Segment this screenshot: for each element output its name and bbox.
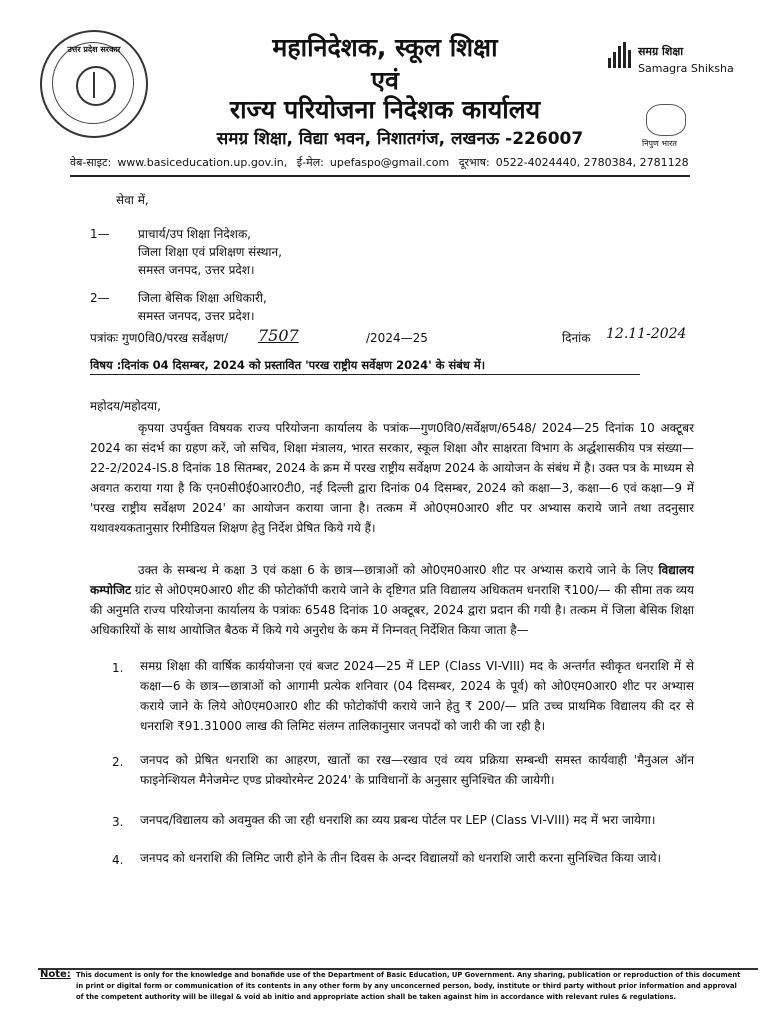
item-1 [140,656,694,736]
reference-label: पत्रांकः गुण0वि0/परख सर्वेक्षण/ [90,331,228,345]
paragraph-2-part-b: विद्यालय कम्पोजिट [90,563,694,597]
samagra-shiksha-english: Samagra Shiksha [638,62,734,75]
recipient-1-line-2: जिला शिक्षा एवं प्रशिक्षण संस्थान, [138,245,282,259]
note-text: This document is only for the knowledge and bonafide use of the Department of Basic Education, UP Government. Any sharing, publication or reproduction of this document in print or digital form or communication of its contents in any other form by any unconcerned person, body, institute or third party without prior information and approval of the competent authority will be illegal & void ab initio and appropriate action shall be taken against him in accordance with relevant rules & regulations. [76,971,741,1001]
paragraph-1 [90,418,694,538]
nipun-bharat-text: निपुण भारत [642,139,677,148]
email-link[interactable]: upefaspo@gmail.com [329,156,450,169]
subject-underline [90,374,640,375]
item-4-text: जनपद को धनराशि की लिमिट जारी होने के तीन दिवस के अन्दर विद्यालयों को धनराशि जारी करना सुनिश्चित किया जाये। [140,851,662,865]
header-line-1: महानिदेशक, स्कूल शिक्षा [272,33,498,62]
item-1-text: समग्र शिक्षा की वार्षिक कार्ययोजना एवं बजट 2024—25 में LEP (Class VI-VIII) मद के अन्तर्गत स्वीकृत धनराशि में से कक्षा—6 के छात्र—छात्राओं को आगामी प्रत्येक शनिवार (04 दिसम्बर, 2024 के पूर्व) को ओ0एम0आर0 शीट पर अभ्यास कराये जाने के लिये ओ0एम0आर0 शीट की फोटोकॉपी कराये जाने हेतु ₹ 200/— प्रति उच्च प्राथमिक विद्यालय की दर से धनराशि ₹91.31000 लाख की लिमिट संलग्न तालिकानुसार जनपदों को जारी की जा रही है। [140,659,694,733]
header-line-3: राज्य परियोजना निदेशक कार्यालय [229,95,541,124]
paragraph-2-part-a: उक्त के सम्बन्ध मे कक्षा 3 एवं कक्षा 6 के छात्र—छात्राओं को ओ0एम0आर0 शीट पर अभ्यास कराये जाने के लिए [138,563,659,577]
item-2-text: जनपद को प्रेषित धनराशि का आहरण, खातों का रख—रखाव एवं व्यय प्रक्रिया सम्बन्धी समस्त कार्यवाही 'मैनुअल ऑन फाइनेन्शियल मैनेजमेन्ट एण्ड प्रोक्योरमेन्ट 2024' के प्राविधानों के अनुसार सुनिश्चित की जायेगी। [140,753,694,787]
recipient-2-line-2: समस्त जनपद, उत्तर प्रदेश। [138,309,255,323]
item-2-number: 2. [112,755,124,769]
samagra-shiksha-logo-icon [608,42,632,68]
seal-text: उत्तर प्रदेश सरकार [67,45,121,54]
nipun-bharat-logo-icon [646,104,686,136]
seal-emblem-icon [76,66,116,106]
date-label: दिनांक [562,331,591,345]
item-1-number: 1. [112,661,124,675]
recipient-1-line-3: समस्त जनपद, उत्तर प्रदेश। [138,263,255,277]
subject-line: विषय :दिनांक 04 दिसम्बर, 2024 को प्रस्तावित 'परख राष्ट्रीय सर्वेक्षण 2024' के संबंध में। [90,358,486,372]
note-label: Note: [40,969,71,980]
header-line-2: एवं [371,66,399,95]
letter-date: 12.11-2024 [606,326,687,342]
header-divider [70,175,690,177]
contact-line [70,155,710,170]
recipient-1-number: 1— [90,227,110,241]
item-3-text: जनपद/विद्यालय को अवमुक्त की जा रही धनराशि का व्यय प्रबन्ध पोर्टल पर LEP (Class VI-VIII) मद में भरा जायेगा। [140,813,656,827]
item-3-number: 3. [112,815,124,829]
reference-number: 7507 [258,326,299,345]
recipient-2-number: 2— [90,291,110,305]
salutation-to: सेवा में, [116,193,149,207]
recipient-2-line-1: जिला बेसिक शिक्षा अधिकारी, [138,291,267,305]
greeting: महोदय/महोदया, [90,399,161,413]
website-label: वेब-साइट: [70,156,112,169]
reference-year: /2024—25 [366,331,428,345]
samagra-shiksha-hindi: समग्र शिक्षा [638,45,684,58]
item-4-number: 4. [112,853,124,867]
up-government-seal [40,30,148,138]
website-link[interactable]: www.basiceducation.up.gov.in, [117,156,288,169]
paragraph-2 [90,560,694,640]
paragraph-2-part-c: ग्रांट से ओ0एम0आर0 शीट की फोटोकॉपी कराये जाने के दृष्टिगत प्रति विद्यालय अधिकतम धनराशि ₹100/— की सीमा तक व्यय की अनुमति राज्य परियोजना कार्यालय के पत्रांकः 6548 दिनांक 10 अक्टूबर, 2024 द्वारा प्रदान की गयी है। तत्कम में जिला बेसिक शिक्षा अधिकारियों के साथ आयोजित बैठक में किये गये अनुरोध के कम में निम्नवत् निर्देशित किया जाता है— [90,583,694,637]
office-address: समग्र शिक्षा, विद्या भवन, निशातगंज, लखनऊ -226007 [216,129,584,149]
email-label: ई-मेल: [296,156,324,169]
paragraph-1-text: कृपया उपर्युक्त विषयक राज्य परियोजना कार्यालय के पत्रांक—गुण0वि0/सर्वेक्षण/6548/ 2024—25 दिनांक 10 अक्टूबर 2024 का संदर्भ का ग्रहण करें, जो सचिव, शिक्षा मंत्रालय, भारत सरकार, स्कूल शिक्षा और साक्षरता विभाग के अर्द्धशासकीय पत्र संख्या—22-2/2024-IS.8 दिनांक 18 सितम्बर, 2024 के क्रम में परख राष्ट्रीय सर्वेक्षण 2024 के आयोजन के संबंध में है। उक्त पत्र के माध्यम से अवगत कराया गया है कि एन0सी0ई0आर0टी0, नई दिल्ली द्वारा दिनांक 04 दिसम्बर, 2024 को कक्षा—3, कक्षा—6 एवं कक्षा—9 में 'परख राष्ट्रीय सर्वेक्षण 2024' का आयोजन कराया जाना है। तत्कम में ओ0एम0आर0 शीट पर अभ्यास कराये जाने तथा तदनुसार यथावश्यकतानुसार रिमीडियल शिक्षण हेतु निर्देश प्रेषित किये गये हैं। [90,421,694,535]
item-3 [140,810,694,830]
phone-label: दूरभाष: [458,156,490,169]
phone-numbers: 0522-4024440, 2780384, 2781128 [495,156,689,169]
item-4 [140,848,694,868]
recipient-1-line-1: प्राचार्य/उप शिक्षा निदेशक, [138,227,251,241]
item-2 [140,750,694,790]
